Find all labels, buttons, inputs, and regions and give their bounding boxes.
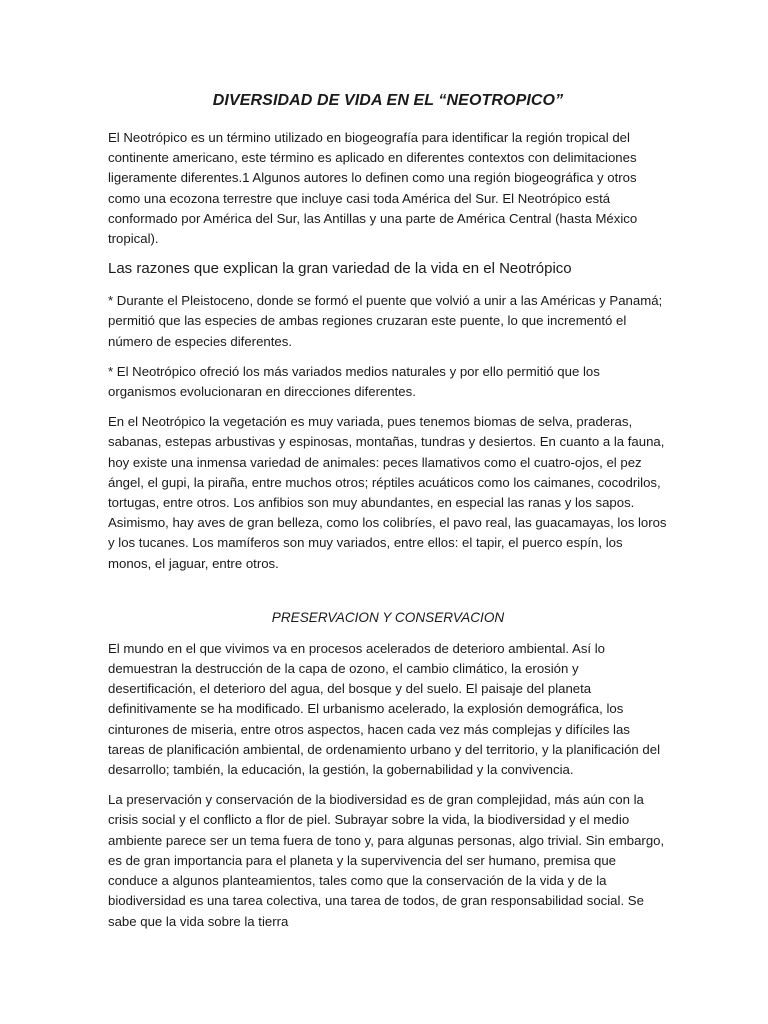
reason-paragraph-1: * Durante el Pleistoceno, donde se formó el puente que volvió a unir a las Américas y Panamá; permitió que las especies de ambas regiones cruzaran este puente, lo que incrementó el número de especies diferentes.	[108, 293, 663, 349]
preservation-paragraph-1: El mundo en el que vivimos va en procesos acelerados de deterioro ambiental. Así lo demuestran la destrucción de la capa de ozono, el cambio climático, la erosión y desertificación, el deterioro del agua, del bosque y del suelo. El paisaje del planeta definitivamente se ha modificado. El urbanismo acelerado, la explosión demográfica, los cinturones de miseria, entre otros aspectos, hacen cada vez más complejas y difíciles las tareas de planificación ambiental, de ordenamiento urbano y del territorio, y la planificación del desarrollo; también, la educación, la gestión, la gobernabilidad y la convivencia.	[108, 640, 661, 778]
document-title: DIVERSIDAD DE VIDA EN EL “NEOTROPICO”	[212, 92, 564, 109]
reasons-subheading: Las razones que explican la gran variedad de la vida en el Neotrópico	[108, 260, 572, 278]
biodiversity-paragraph: En el Neotrópico la vegetación es muy variada, pues tenemos biomas de selva, praderas, sabanas, estepas arbustivas y espinosas, montañas, tundras y desiertos. En cuanto a la fauna, hoy existe una inmensa variedad de animales: peces llamativos como el cuatro-ojos, el pez ángel, el gupi, la piraña, entre muchos otros; réptiles acuáticos como los caimanes, cocodrilos, tortugas, entre otros. Los anfibios son muy abundantes, en especial las ranas y los sapos. Asimismo, hay aves de gran belleza, como los colibríes, el pavo real, las guacamayas, los loros y los tucanes. Los mamíferos son muy variados, entre ellos: el tapir, el puerco espín, los monos, el jaguar, entre otros.	[108, 414, 667, 571]
reason-paragraph-2: * El Neotrópico ofreció los más variados medios naturales y por ello permitió que los organismos evolucionaran en direcciones diferentes.	[108, 363, 600, 400]
section-title-preservation: PRESERVACION Y CONSERVACION	[271, 609, 505, 625]
document-page	[108, 88, 668, 942]
preservation-paragraph-2: La preservación y conservación de la biodiversidad es de gran complejidad, más aún con la crisis social y el conflicto a flor de piel. Subrayar sobre la vida, la biodiversidad y el medio ambiente parece ser un tema fuera de tono y, para algunas personas, algo trivial. Sin embargo, es de gran importancia para el planeta y la supervivencia del ser humano, premisa que conduce a algunos planteamientos, tales como que la conservación de la vida y de la biodiversidad es una tarea colectiva, una tarea de todos, de gran responsabilidad social. Se sabe que la vida sobre la tierra	[108, 792, 665, 929]
intro-paragraph: El Neotrópico es un término utilizado en biogeografía para identificar la región tropical del continente americano, este término es aplicado en diferentes contextos con delimitaciones ligeramente diferentes.1 Algunos autores lo definen como una región biogeográfica y otros como una ecozona terrestre que incluye casi toda América del Sur. El Neotrópico está conformado por América del Sur, las Antillas y una parte de América Central (hasta México tropical).	[108, 130, 638, 247]
